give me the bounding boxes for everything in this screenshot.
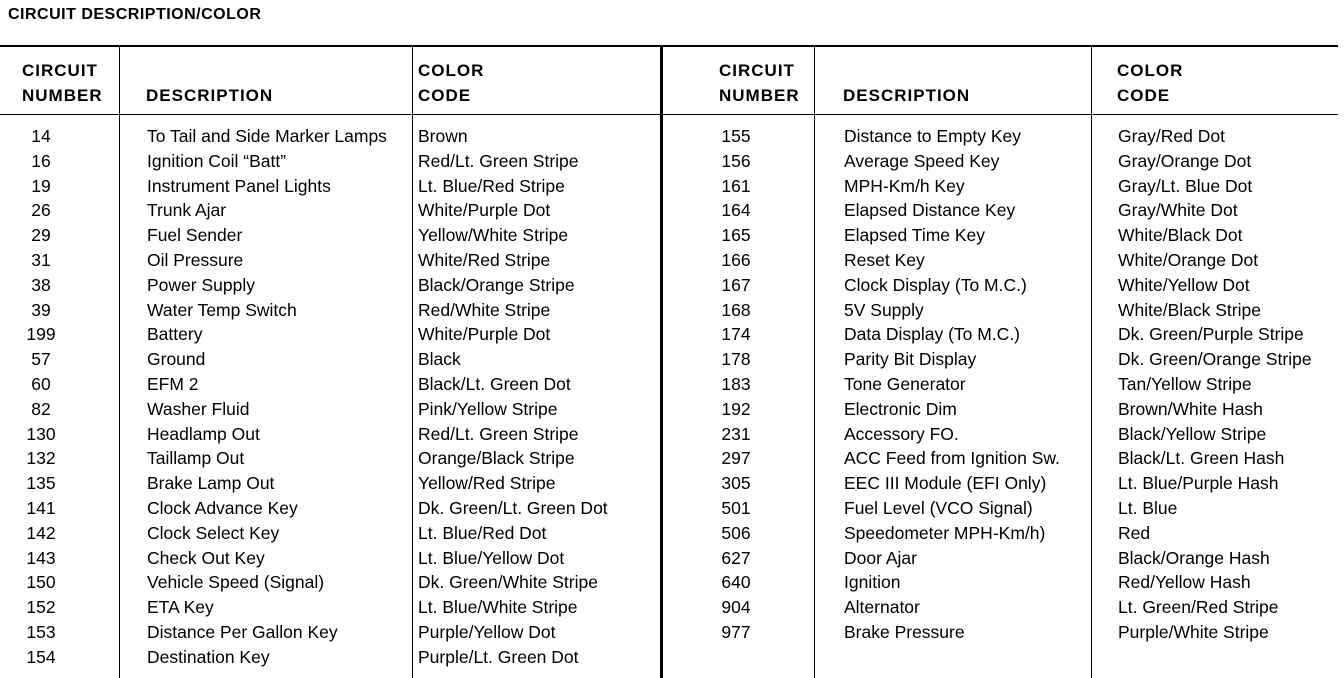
table-cell: Black/Yellow Stripe [1118, 423, 1267, 444]
table-cell: 199 [26, 324, 56, 345]
table-cell: Dk. Green/Purple Stripe [1118, 324, 1304, 345]
table-cell: 231 [721, 423, 751, 444]
right-description-column [844, 124, 1060, 645]
table-cell: 142 [26, 522, 56, 543]
table-cell: 153 [26, 621, 56, 642]
left-description-column [147, 124, 387, 670]
table-cell: Instrument Panel Lights [147, 175, 331, 196]
table-cell: Gray/Red Dot [1118, 126, 1225, 146]
table-cell: Electronic Dim [844, 398, 957, 419]
table-cell: 506 [721, 522, 751, 543]
table-cell: Parity Bit Display [844, 349, 977, 370]
table-cell: Lt. Blue/Yellow Dot [418, 547, 565, 568]
table-cell: 904 [721, 597, 751, 618]
table-cell: ACC Feed from Ignition Sw. [844, 448, 1060, 469]
table-cell: 141 [26, 497, 56, 518]
table-cell: 152 [26, 597, 56, 618]
table-cell: ETA Key [147, 597, 214, 618]
table-cell: Distance to Empty Key [844, 126, 1022, 146]
table-cell: Check Out Key [147, 547, 265, 568]
table-cell: 26 [31, 200, 51, 221]
table-cell: 155 [721, 126, 751, 146]
table-cell: 5V Supply [844, 299, 924, 320]
table-cell: Purple/Lt. Green Dot [418, 646, 579, 667]
right-col-divider-2 [1091, 46, 1092, 678]
table-cell: Red/Lt. Green Stripe [418, 150, 579, 171]
table-cell: Alternator [844, 597, 920, 618]
table-cell: Trunk Ajar [147, 200, 227, 221]
table-cell: 38 [31, 274, 51, 295]
table-cell: 143 [26, 547, 56, 568]
table-cell: Purple/White Stripe [1118, 621, 1269, 642]
table-cell: Ignition [844, 572, 901, 593]
table-cell: Dk. Green/Orange Stripe [1118, 349, 1312, 370]
table-cell: Pink/Yellow Stripe [418, 398, 558, 419]
table-cell: Headlamp Out [147, 423, 260, 444]
header-description: DESCRIPTION [146, 86, 274, 105]
table-cell: Red/Yellow Hash [1118, 572, 1251, 593]
right-circuit-number-column [713, 124, 759, 645]
table-cell: 183 [721, 373, 751, 394]
right-circuit-number-header [719, 58, 800, 108]
table-cell: Brake Pressure [844, 621, 965, 642]
table-cell: Taillamp Out [147, 448, 245, 469]
table-cell: Black/Orange Stripe [418, 274, 575, 295]
left-color-code-column [418, 124, 608, 670]
header-circuit-line2: NUMBER [22, 86, 103, 105]
table-cell: 150 [26, 572, 56, 593]
table-cell: 977 [721, 621, 751, 642]
table-cell: Gray/White Dot [1118, 200, 1238, 221]
header-color-line1: COLOR [418, 61, 485, 80]
table-cell: Distance Per Gallon Key [147, 621, 338, 642]
table-cell: 29 [31, 225, 51, 246]
table-cell: MPH-Km/h Key [844, 175, 965, 196]
table-cell: 164 [721, 200, 751, 221]
table-cell: Red/White Stripe [418, 299, 551, 320]
table-cell: To Tail and Side Marker Lamps [147, 126, 387, 146]
table-cell: White/Purple Dot [418, 200, 551, 221]
table-cell: Black/Lt. Green Dot [418, 373, 571, 394]
table-cell: Speedometer MPH-Km/h) [844, 522, 1046, 543]
header-circuit-line1: CIRCUIT [22, 61, 98, 80]
table-cell: Accessory FO. [844, 423, 959, 444]
left-description-header [146, 83, 273, 108]
table-cell: Vehicle Speed (Signal) [147, 572, 325, 593]
table-cell: Average Speed Key [844, 150, 1000, 171]
table-cell: Battery [147, 324, 203, 345]
table-cell: Brown [418, 126, 468, 146]
table-cell: 297 [721, 448, 751, 469]
table-cell: Dk. Green/White Stripe [418, 572, 598, 593]
table-cell: Tan/Yellow Stripe [1118, 373, 1252, 394]
table-cell: Brake Lamp Out [147, 473, 275, 494]
table-cell: 166 [721, 249, 751, 270]
left-color-code-header [418, 58, 484, 108]
table-cell: Black/Orange Hash [1118, 547, 1270, 568]
table-cell: Clock Display (To M.C.) [844, 274, 1027, 295]
table-cell: Power Supply [147, 274, 255, 295]
table-cell: 135 [26, 473, 56, 494]
header-color-line2: CODE [1117, 86, 1171, 105]
table-cell: 161 [721, 175, 751, 196]
table-cell: EEC III Module (EFI Only) [844, 473, 1047, 494]
table-cell: 627 [721, 547, 751, 568]
table-cell: Lt. Blue [1118, 497, 1178, 518]
right-color-code-column [1118, 124, 1312, 645]
right-col-divider-1 [814, 46, 815, 678]
table-cell: Lt. Blue/Red Stripe [418, 175, 565, 196]
table-cell: Fuel Sender [147, 225, 243, 246]
table-cell: Ground [147, 349, 206, 370]
left-circuit-number-column [18, 124, 64, 670]
table-cell: Dk. Green/Lt. Green Dot [418, 497, 608, 518]
left-circuit-number-header [22, 58, 103, 108]
table-cell: White/Black Dot [1118, 225, 1243, 246]
left-col-divider-1 [119, 46, 120, 678]
table-cell: Purple/Yellow Dot [418, 621, 556, 642]
table-cell: 305 [721, 473, 751, 494]
table-cell: 57 [31, 349, 51, 370]
header-description: DESCRIPTION [843, 86, 971, 105]
table-cell: 501 [721, 497, 751, 518]
table-cell: 60 [31, 373, 51, 394]
right-color-code-header [1117, 58, 1183, 108]
table-cell: 14 [31, 126, 51, 146]
header-circuit-line2: NUMBER [719, 86, 800, 105]
table-cell: Oil Pressure [147, 249, 244, 270]
table-cell: White/Black Stripe [1118, 299, 1261, 320]
table-cell: Tone Generator [844, 373, 966, 394]
table-cell: 82 [31, 398, 51, 419]
table-cell: 19 [31, 175, 51, 196]
table-cell: 31 [31, 249, 51, 270]
page-title: CIRCUIT DESCRIPTION/COLOR [8, 6, 262, 23]
table-cell: Gray/Lt. Blue Dot [1118, 175, 1253, 196]
table-cell: Lt. Blue/White Stripe [418, 597, 578, 618]
table-cell: Elapsed Time Key [844, 225, 986, 246]
table-top-rule [0, 45, 1338, 47]
table-cell: Red [1118, 522, 1151, 543]
table-cell: 132 [26, 448, 56, 469]
table-cell: Reset Key [844, 249, 925, 270]
right-description-header [843, 83, 970, 108]
header-circuit-line1: CIRCUIT [719, 61, 795, 80]
table-cell: Gray/Orange Dot [1118, 150, 1252, 171]
header-bottom-rule [0, 114, 1338, 115]
table-cell: 168 [721, 299, 751, 320]
table-cell: Elapsed Distance Key [844, 200, 1016, 221]
table-cell: 16 [31, 150, 51, 171]
header-color-line1: COLOR [1117, 61, 1184, 80]
table-cell: Red/Lt. Green Stripe [418, 423, 579, 444]
table-cell: 167 [721, 274, 751, 295]
left-col-divider-2 [412, 46, 413, 678]
table-cell: Destination Key [147, 646, 270, 667]
table-cell: 154 [26, 646, 56, 667]
table-cell: Lt. Green/Red Stripe [1118, 597, 1279, 618]
table-cell: White/Yellow Dot [1118, 274, 1250, 295]
table-cell: Yellow/White Stripe [418, 225, 569, 246]
table-cell: Black/Lt. Green Hash [1118, 448, 1285, 469]
table-cell: White/Purple Dot [418, 324, 551, 345]
table-cell: 39 [31, 299, 51, 320]
table-cell: Fuel Level (VCO Signal) [844, 497, 1033, 518]
table-cell: Data Display (To M.C.) [844, 324, 1021, 345]
center-divider [660, 46, 663, 678]
table-cell: Clock Select Key [147, 522, 280, 543]
table-cell: 130 [26, 423, 56, 444]
table-cell: Clock Advance Key [147, 497, 298, 518]
table-cell: EFM 2 [147, 373, 199, 394]
table-cell: Door Ajar [844, 547, 917, 568]
table-cell: Ignition Coil “Batt” [147, 150, 287, 171]
table-cell: Yellow/Red Stripe [418, 473, 556, 494]
table-cell: Washer Fluid [147, 398, 250, 419]
table-cell: 640 [721, 572, 751, 593]
table-cell: Orange/Black Stripe [418, 448, 575, 469]
table-cell: Water Temp Switch [147, 299, 297, 320]
table-cell: Brown/White Hash [1118, 398, 1263, 419]
table-cell: Lt. Blue/Purple Hash [1118, 473, 1279, 494]
table-cell: Lt. Blue/Red Dot [418, 522, 547, 543]
table-cell: 192 [721, 398, 751, 419]
table-cell: 178 [721, 349, 751, 370]
table-cell: 174 [721, 324, 751, 345]
table-cell: White/Red Stripe [418, 249, 551, 270]
header-color-line2: CODE [418, 86, 472, 105]
table-cell: Black [418, 349, 461, 370]
table-cell: 165 [721, 225, 751, 246]
table-cell: White/Orange Dot [1118, 249, 1259, 270]
table-cell: 156 [721, 150, 751, 171]
